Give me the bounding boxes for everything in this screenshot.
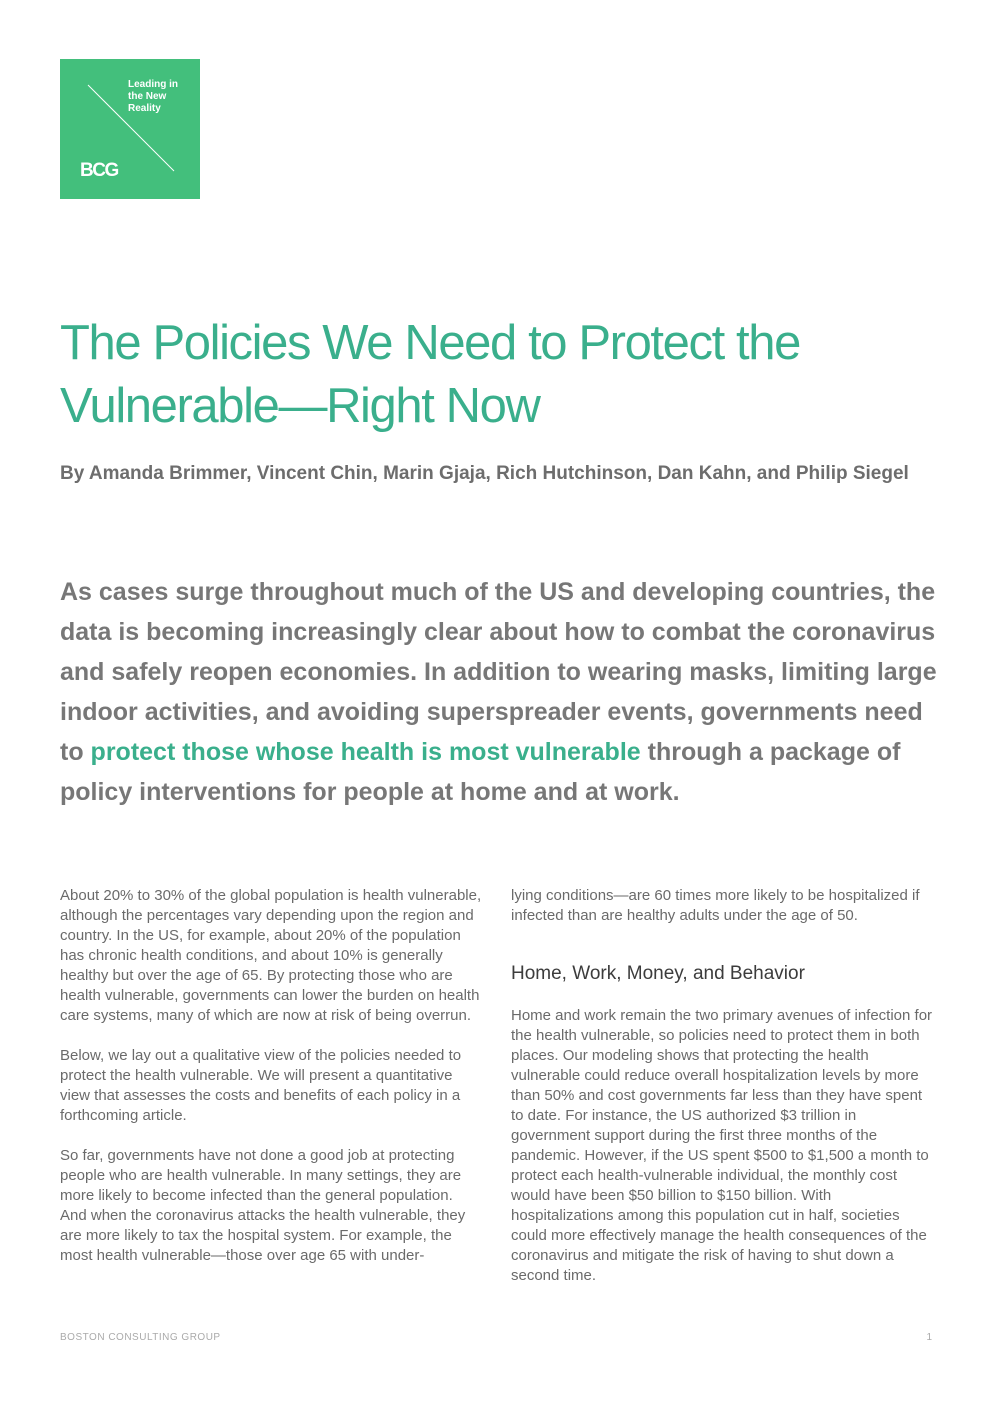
- body-paragraph: About 20% to 30% of the global population is health vulnerable, although the percentages vary depending upon the region and country. In the US, for example, about 20% of the population has chronic health conditions, and about 10% is generally healthy but over the age of 65. By protecting those who are health vulnerable, governments can lower the burden on health care systems, many of which are now at risk of being overrun.: [60, 887, 482, 1024]
- bcg-logo: [60, 59, 200, 199]
- logo-tagline: [128, 79, 188, 115]
- body-paragraph: lying conditions—are 60 times more likely to be hospitalized if infected than are healthy adults under the age of 50.: [511, 887, 920, 924]
- article-lede: [60, 572, 950, 812]
- page-number: 1: [926, 1332, 932, 1343]
- body-column-right: [511, 886, 933, 1306]
- article-title: The Policies We Need to Protect the Vulnerable—Right Now: [60, 316, 800, 433]
- logo-tagline-line: the New: [128, 91, 167, 102]
- body-paragraph: So far, governments have not done a good job at protecting people who are health vulnerable. In many settings, they are more likely to become infected than the general population. And when the coronavirus attacks the health vulnerable, they are more likely to tax the hospital system. For example, the most health vulnerable—those over age 65 with under-: [60, 1147, 466, 1264]
- logo-tagline-line: Leading in: [128, 79, 178, 90]
- logo-brand: BCG: [80, 160, 118, 181]
- body-column-left: [60, 886, 482, 1286]
- article-authors: By Amanda Brimmer, Vincent Chin, Marin Gjaja, Rich Hutchinson, Dan Kahn, and Philip Siegel: [60, 463, 909, 484]
- body-paragraph: Below, we lay out a qualitative view of the policies needed to protect the health vulnerable. We will present a quantitative view that assesses the costs and benefits of each policy in a forthcoming article.: [60, 1047, 462, 1124]
- lede-text: As cases surge throughout much of the US and developing countries, the data is becoming increasingly clear about how to combat the coronavirus and safely reopen economies. In addition to wearing masks, limiting large indoor activities, and avoiding superspreader events, governments need to: [60, 578, 937, 766]
- lede-link[interactable]: protect those whose health is most vulnerable: [90, 738, 641, 766]
- section-heading: Home, Work, Money, and Behavior: [511, 963, 805, 984]
- footer-company: BOSTON CONSULTING GROUP: [60, 1332, 221, 1343]
- body-paragraph: Home and work remain the two primary avenues of infection for the health vulnerable, so policies need to protect them in both places. Our modeling shows that protecting the health vulnerable could reduce overall hospitalization levels by more than 50% and cost governments far less than they have spent to date. For instance, the US authorized $3 trillion in government support during the first three months of the pandemic. However, if the US spent $500 to $1,500 a month to protect each health-vulnerable individual, the monthly cost would have been $50 billion to $150 billion. With hospitalizations among this population cut in half, societies could more effectively manage the health consequences of the coronavirus and mitigate the risk of having to shut down a second time.: [511, 1007, 933, 1284]
- logo-tagline-line: Reality: [128, 103, 161, 114]
- lede-text: through a package of policy interventions for people at home and at work.: [60, 738, 901, 806]
